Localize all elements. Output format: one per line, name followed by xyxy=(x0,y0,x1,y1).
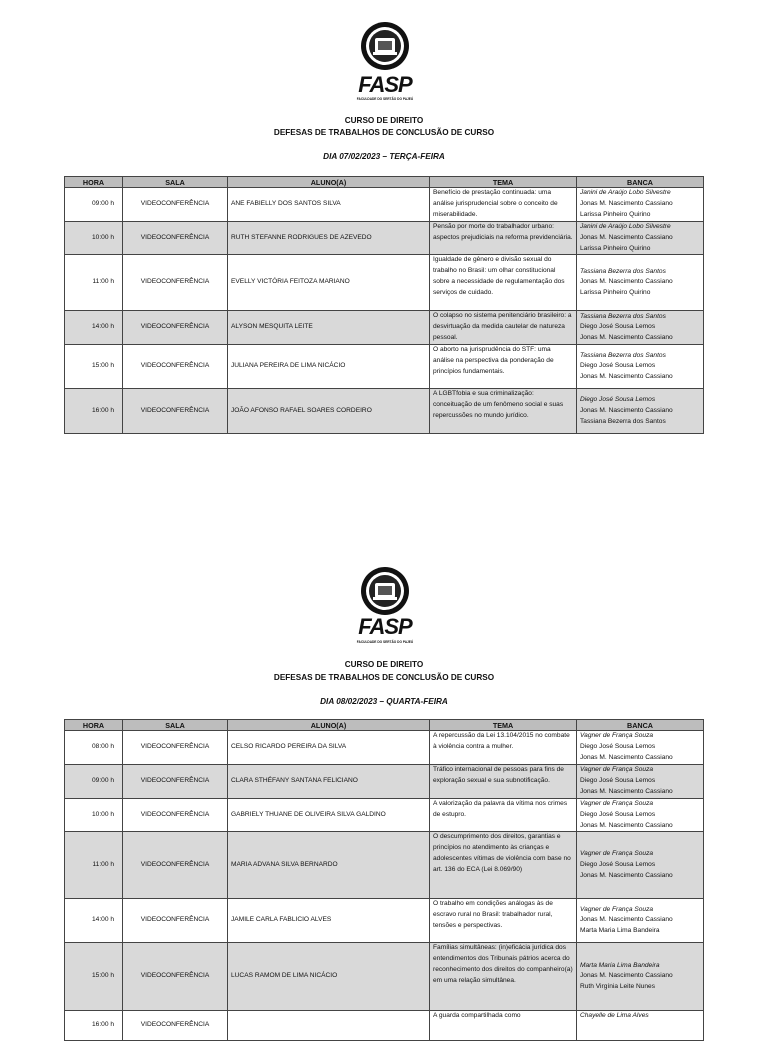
hora-cell: 11:00 h xyxy=(65,832,123,899)
schedule-table-day-2 xyxy=(64,719,704,1041)
tema-cell: A LGBTfobia e sua criminalização: conceituação de um fenômeno social e suas repercussões no mundo jurídico. xyxy=(430,389,577,434)
column-header-aluno: ALUNO(A) xyxy=(228,720,430,731)
day-heading: DIA 08/02/2023 – QUARTA-FEIRA xyxy=(320,697,448,706)
document-title: DEFESAS DE TRABALHOS DE CONCLUSÃO DE CURSO xyxy=(273,673,495,682)
aluno-cell: CELSO RICARDO PEREIRA DA SILVA xyxy=(228,731,430,765)
banca-member: Larissa Pinheiro Quirino xyxy=(580,289,651,297)
aluno-cell: EVELLY VICTÓRIA FEITOZA MARIANO xyxy=(228,255,430,311)
tema-cell: Benefício de prestação continuada: uma análise jurisprudencial sobre o conceito de miserabilidade. xyxy=(430,188,577,222)
banca-cell xyxy=(577,1011,704,1041)
table-row xyxy=(65,899,704,943)
hora-cell: 16:00 h xyxy=(65,1011,123,1041)
table-row xyxy=(65,832,704,899)
tema-cell: Pensão por morte do trabalhador urbano: aspectos prejudiciais na reforma previdenciária. xyxy=(430,222,577,255)
day-heading: DIA 07/02/2023 – TERÇA-FEIRA xyxy=(323,152,445,161)
banca-member: Diego José Sousa Lemos xyxy=(580,362,656,370)
banca-member: Chayelle de Lima Alves xyxy=(580,1012,649,1020)
hora-cell: 09:00 h xyxy=(65,765,123,799)
banca-member: Jonas M. Nascimento Cassiano xyxy=(580,406,673,414)
document-title: DEFESAS DE TRABALHOS DE CONCLUSÃO DE CURSO xyxy=(273,128,495,137)
banca-member: Larissa Pinheiro Quirino xyxy=(580,210,651,218)
banca-member: Diego José Sousa Lemos xyxy=(580,743,656,751)
aluno-cell: JOÃO AFONSO RAFAEL SOARES CORDEIRO xyxy=(228,389,430,434)
table-row xyxy=(65,389,704,434)
banca-cell xyxy=(577,188,704,222)
banca-member: Tassiana Bezerra dos Santos xyxy=(580,417,666,425)
banca-cell xyxy=(577,311,704,345)
banca-member: Jonas M. Nascimento Cassiano xyxy=(580,233,673,241)
banca-member: Diego José Sousa Lemos xyxy=(580,323,656,331)
hora-cell: 10:00 h xyxy=(65,799,123,832)
table-row xyxy=(65,311,704,345)
banca-member: Jonas M. Nascimento Cassiano xyxy=(580,753,673,761)
banca-member: Tassiana Bezerra dos Santos xyxy=(580,267,666,275)
table-row xyxy=(65,188,704,222)
hora-cell: 10:00 h xyxy=(65,222,123,255)
aluno-cell: ALYSON MESQUITA LEITE xyxy=(228,311,430,345)
banca-member: Jonas M. Nascimento Cassiano xyxy=(580,787,673,795)
hora-cell: 14:00 h xyxy=(65,311,123,345)
banca-member: Diego José Sousa Lemos xyxy=(580,396,656,404)
banca-member: Janini de Araújo Lobo Silvestre xyxy=(580,223,671,230)
table-row xyxy=(65,222,704,255)
banca-cell xyxy=(577,899,704,943)
banca-member: Tassiana Bezerra dos Santos xyxy=(580,312,666,320)
sala-cell: VIDEOCONFERÊNCIA xyxy=(123,765,228,799)
tema-cell: A valorização da palavra da vítima nos crimes de estupro. xyxy=(430,799,577,832)
brand-subtitle: FACULDADE DO SERTÃO DO PAJEÚ xyxy=(356,97,414,101)
banca-member: Vagner de França Souza xyxy=(580,850,654,858)
sala-cell: VIDEOCONFERÊNCIA xyxy=(123,899,228,943)
aluno-cell: LUCAS RAMOM DE LIMA NICÁCIO xyxy=(228,943,430,1011)
banca-member: Diego José Sousa Lemos xyxy=(580,810,656,818)
brand-wordmark: FASP xyxy=(358,614,412,639)
column-header-hora: HORA xyxy=(65,720,123,731)
aluno-cell: JULIANA PEREIRA DE LIMA NICÁCIO xyxy=(228,345,430,389)
aluno-cell: RUTH STEFANNE RODRIGUES DE AZEVEDO xyxy=(228,222,430,255)
aluno-cell xyxy=(228,1011,430,1041)
tema-cell: A guarda compartilhada como xyxy=(430,1011,577,1041)
column-header-tema: TEMA xyxy=(430,177,577,188)
tema-cell: O trabalho em condições análogas às de escravo rural no Brasil: trabalhador rural, tensões e perspectivas. xyxy=(430,899,577,943)
column-header-banca: BANCA xyxy=(577,720,704,731)
sala-cell: VIDEOCONFERÊNCIA xyxy=(123,345,228,389)
tema-cell: O aborto na jurisprudência do STF: uma análise na perspectiva da ponderação de princípios fundamentais. xyxy=(430,345,577,389)
brand-subtitle: FACULDADE DO SERTÃO DO PAJEÚ xyxy=(356,640,414,644)
schedule-table-day-1 xyxy=(64,176,704,434)
tema-cell: O colapso no sistema penitenciário brasileiro: a desvirtuação da medida cautelar de natureza pessoal. xyxy=(430,311,577,345)
banca-member: Jonas M. Nascimento Cassiano xyxy=(580,373,673,381)
column-header-sala: SALA xyxy=(123,720,228,731)
sala-cell: VIDEOCONFERÊNCIA xyxy=(123,255,228,311)
sala-cell: VIDEOCONFERÊNCIA xyxy=(123,1011,228,1041)
table-row xyxy=(65,943,704,1011)
banca-member: Jonas M. Nascimento Cassiano xyxy=(580,972,673,980)
aluno-cell: JAMILE CARLA FABLICIO ALVES xyxy=(228,899,430,943)
tema-cell: Famílias simultâneas: (in)eficácia jurídica dos entendimentos dos Tribunais pátrios acerca do reconhecimento dos direitos do companheiro(a) em uma relação simultânea. xyxy=(430,943,577,1011)
banca-member: Marta Maria Lima Bandeira xyxy=(580,927,660,935)
sala-cell: VIDEOCONFERÊNCIA xyxy=(123,311,228,345)
sala-cell: VIDEOCONFERÊNCIA xyxy=(123,222,228,255)
banca-member: Diego José Sousa Lemos xyxy=(580,777,656,785)
hora-cell: 15:00 h xyxy=(65,345,123,389)
course-title: CURSO DE DIREITO xyxy=(344,116,424,125)
sala-cell: VIDEOCONFERÊNCIA xyxy=(123,799,228,832)
banca-member: Ruth Virgínia Leite Nunes xyxy=(580,983,656,991)
banca-cell xyxy=(577,222,704,255)
aluno-cell: MARIA ADVANA SILVA BERNARDO xyxy=(228,832,430,899)
tema-cell: A repercussão da Lei 13.104/2015 no combate à violência contra a mulher. xyxy=(430,731,577,765)
table-row xyxy=(65,345,704,389)
hora-cell: 16:00 h xyxy=(65,389,123,434)
column-header-hora: HORA xyxy=(65,177,123,188)
hora-cell: 15:00 h xyxy=(65,943,123,1011)
banca-cell xyxy=(577,832,704,899)
table-row xyxy=(65,765,704,799)
table-row xyxy=(65,799,704,832)
hora-cell: 11:00 h xyxy=(65,255,123,311)
sala-cell: VIDEOCONFERÊNCIA xyxy=(123,188,228,222)
column-header-tema: TEMA xyxy=(430,720,577,731)
banca-cell xyxy=(577,731,704,765)
table-row xyxy=(65,731,704,765)
banca-member: Diego José Sousa Lemos xyxy=(580,860,656,868)
sala-cell: VIDEOCONFERÊNCIA xyxy=(123,731,228,765)
banca-member: Vagner de França Souza xyxy=(580,732,654,740)
banca-cell xyxy=(577,799,704,832)
banca-member: Jonas M. Nascimento Cassiano xyxy=(580,278,673,286)
banca-cell xyxy=(577,255,704,311)
tema-cell: O descumprimento dos direitos, garantias e princípios no atendimento às crianças e adolescentes vítimas de violência com base no art. 136 do ECA (Lei 8.069/90) xyxy=(430,832,577,899)
column-header-banca: BANCA xyxy=(577,177,704,188)
tema-cell: Tráfico internacional de pessoas para fins de exploração sexual e sua subnotificação. xyxy=(430,765,577,799)
banca-member: Tassiana Bezerra dos Santos xyxy=(580,351,666,359)
banca-member: Janini de Araújo Lobo Silvestre xyxy=(580,189,671,197)
sala-cell: VIDEOCONFERÊNCIA xyxy=(123,389,228,434)
banca-member: Marta Maria Lima Bandeira xyxy=(580,961,660,969)
banca-cell xyxy=(577,943,704,1011)
aluno-cell: GABRIELY THUANE DE OLIVEIRA SILVA GALDINO xyxy=(228,799,430,832)
column-header-sala: SALA xyxy=(123,177,228,188)
banca-cell xyxy=(577,345,704,389)
brand-wordmark: FASP xyxy=(358,72,412,97)
banca-member: Vagner de França Souza xyxy=(580,905,654,913)
aluno-cell: CLARA STHÉFANY SANTANA FELICIANO xyxy=(228,765,430,799)
hora-cell: 14:00 h xyxy=(65,899,123,943)
course-title: CURSO DE DIREITO xyxy=(344,660,424,669)
banca-member: Jonas M. Nascimento Cassiano xyxy=(580,200,673,208)
table-row xyxy=(65,255,704,311)
banca-member: Vagner de França Souza xyxy=(580,766,654,774)
banca-member: Vagner de França Souza xyxy=(580,800,654,807)
tema-cell: Igualdade de gênero e divisão sexual do trabalho no Brasil: um olhar constitucional sobre a necessidade de regulamentação dos serviços de cuidado. xyxy=(430,255,577,311)
table-row xyxy=(65,1011,704,1041)
banca-cell xyxy=(577,765,704,799)
banca-member: Jonas M. Nascimento Cassiano xyxy=(580,821,673,829)
banca-member: Larissa Pinheiro Quirino xyxy=(580,244,651,252)
table-header-row xyxy=(65,720,704,731)
banca-member: Jonas M. Nascimento Cassiano xyxy=(580,334,673,342)
banca-member: Jonas M. Nascimento Cassiano xyxy=(580,871,673,879)
table-header-row xyxy=(65,177,704,188)
sala-cell: VIDEOCONFERÊNCIA xyxy=(123,943,228,1011)
sala-cell: VIDEOCONFERÊNCIA xyxy=(123,832,228,899)
column-header-aluno: ALUNO(A) xyxy=(228,177,430,188)
hora-cell: 08:00 h xyxy=(65,731,123,765)
banca-cell xyxy=(577,389,704,434)
hora-cell: 09:00 h xyxy=(65,188,123,222)
aluno-cell: ANE FABIELLY DOS SANTOS SILVA xyxy=(228,188,430,222)
banca-member: Jonas M. Nascimento Cassiano xyxy=(580,916,673,924)
